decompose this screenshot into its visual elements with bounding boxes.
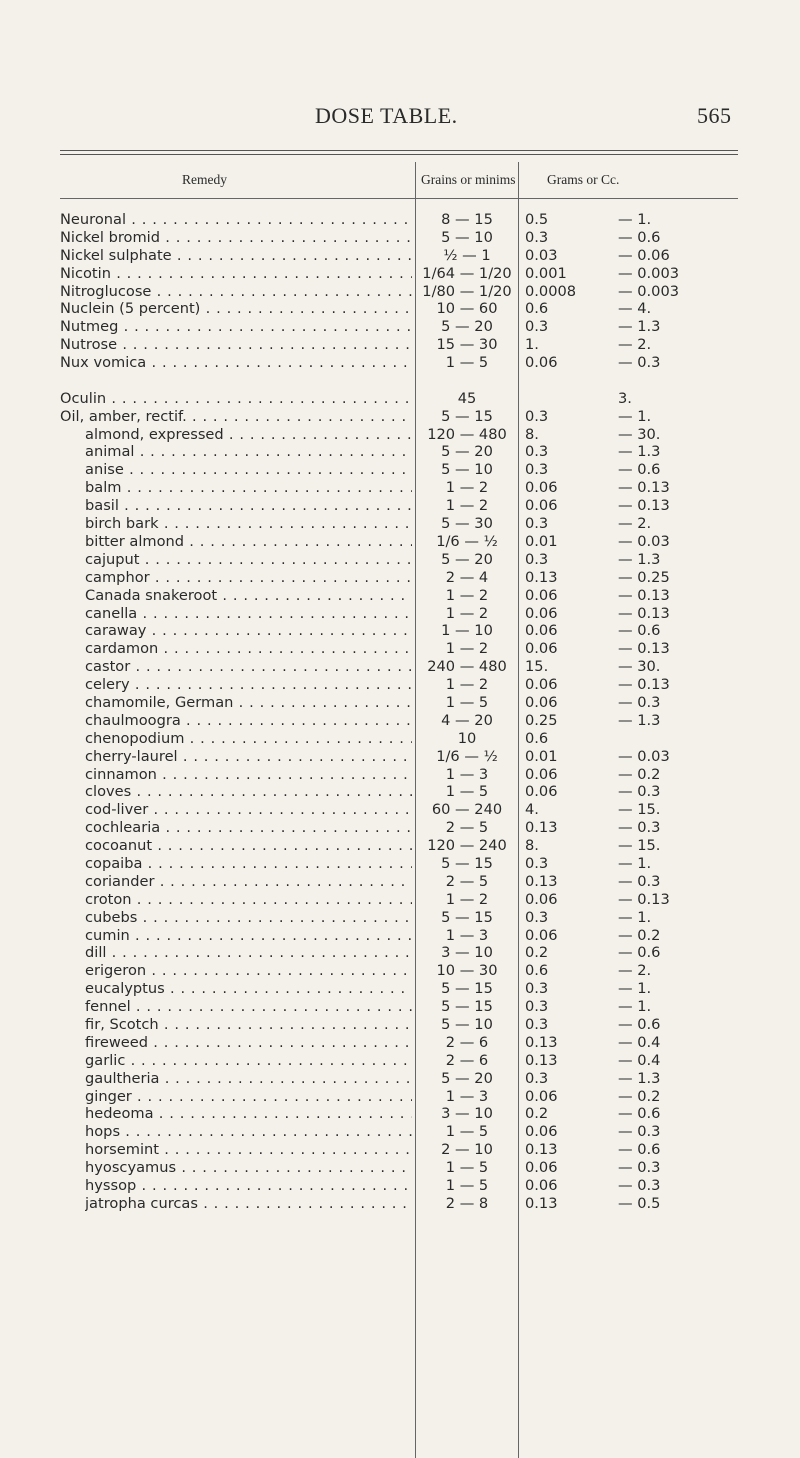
dose-grams-low: 0.3 bbox=[525, 980, 549, 998]
dose-grains: 2 — 10 bbox=[441, 1141, 493, 1159]
page-number: 565 bbox=[697, 103, 732, 128]
dose-grams-high: — 1.3 bbox=[618, 1069, 661, 1087]
dose-grams-high: — 0.25 bbox=[618, 568, 670, 586]
dose-grains: 5 — 15 bbox=[441, 854, 493, 872]
dose-grams-high: — 0.13 bbox=[618, 640, 670, 658]
remedy-name: fennel . . . bbox=[85, 998, 412, 1016]
dose-grams-high: — 0.06 bbox=[618, 246, 670, 264]
remedy-name: chamomile, German . . . bbox=[85, 694, 412, 712]
dose-grains: 2 — 5 bbox=[445, 819, 489, 837]
dose-grains: 5 — 10 bbox=[441, 228, 493, 246]
dose-grains: 1 — 3 bbox=[445, 765, 489, 783]
remedy-name: fir, Scotch . . . bbox=[85, 1016, 412, 1034]
table-row bbox=[0, 676, 800, 694]
dose-grains: 45 bbox=[457, 389, 477, 407]
remedy-name: canella . . . bbox=[85, 605, 412, 623]
dose-grains: 3 — 10 bbox=[441, 944, 493, 962]
remedy-name: Nickel bromid . . . bbox=[60, 229, 412, 247]
table-row bbox=[0, 909, 800, 927]
header-rule-thin bbox=[60, 154, 738, 155]
table-row bbox=[0, 658, 800, 676]
dose-grams-low: 0.06 bbox=[525, 890, 558, 908]
page-header bbox=[0, 103, 800, 127]
table-row bbox=[0, 855, 800, 873]
dose-grams-low: 0.06 bbox=[525, 586, 558, 604]
dose-grams-low: 0.06 bbox=[525, 497, 558, 515]
dose-grams-high: — 1.3 bbox=[618, 550, 661, 568]
dose-grains: 5 — 20 bbox=[441, 443, 493, 461]
dose-grams-low: 0.6 bbox=[525, 300, 549, 318]
dose-grams-low: 8. bbox=[525, 425, 539, 443]
table-row bbox=[0, 390, 800, 408]
dose-grams-low: 0.2 bbox=[525, 1105, 549, 1123]
dose-grams-high: — 0.3 bbox=[618, 872, 661, 890]
dose-grains: 1 — 2 bbox=[445, 497, 489, 515]
remedy-name: hedeoma . . . bbox=[85, 1105, 412, 1123]
dose-grams-low: 0.0008 bbox=[525, 282, 577, 300]
dose-grams-high: — 0.6 bbox=[618, 1015, 661, 1033]
dose-grams-low: 0.3 bbox=[525, 407, 549, 425]
column-header-grains: Grains or minims bbox=[421, 172, 516, 187]
remedy-name: Nickel sulphate . . . bbox=[60, 247, 412, 265]
table-row bbox=[0, 336, 800, 354]
dose-grams-high: — 0.3 bbox=[618, 1177, 661, 1194]
table-row bbox=[0, 1123, 800, 1141]
remedy-name: cochlearia . . . bbox=[85, 819, 412, 837]
dose-grains: 3 — 10 bbox=[441, 1105, 493, 1123]
dose-grains: ½ — 1 bbox=[443, 246, 491, 264]
dose-grams-high: — 0.3 bbox=[618, 354, 661, 372]
dose-grams-low: 0.06 bbox=[525, 693, 558, 711]
dose-grams-high: — 1. bbox=[618, 854, 652, 872]
dose-grains: 1 — 2 bbox=[445, 479, 489, 497]
table-row bbox=[0, 622, 800, 640]
remedy-name: croton . . . bbox=[85, 891, 412, 909]
table-row bbox=[0, 837, 800, 855]
dose-grains: 5 — 30 bbox=[441, 515, 493, 533]
dose-grams-low: 0.6 bbox=[525, 729, 549, 747]
dose-grains: 2 — 4 bbox=[445, 568, 489, 586]
table-row bbox=[0, 944, 800, 962]
dose-grains: 4 — 20 bbox=[441, 711, 493, 729]
table-row bbox=[0, 998, 800, 1016]
remedy-name: fireweed . . . bbox=[85, 1034, 412, 1052]
dose-grains: 10 — 60 bbox=[436, 300, 498, 318]
dose-grams-low: 0.01 bbox=[525, 532, 558, 550]
dose-grains: 1/6 — ½ bbox=[436, 747, 498, 765]
dose-grams-low: 0.3 bbox=[525, 461, 549, 479]
dose-grams-high: — 0.4 bbox=[618, 1051, 661, 1069]
dose-grams-low: 0.3 bbox=[525, 318, 549, 336]
table-row bbox=[0, 1105, 800, 1123]
dose-grams-low: 0.5 bbox=[525, 211, 549, 228]
remedy-name: cubebs . . . bbox=[85, 909, 412, 927]
dose-grams-low: 0.13 bbox=[525, 819, 558, 837]
dose-grams-low: 0.3 bbox=[525, 1015, 549, 1033]
dose-grains: 2 — 8 bbox=[445, 1194, 489, 1212]
remedy-name: chenopodium . . . bbox=[85, 730, 412, 748]
dose-grams-low: 0.06 bbox=[525, 354, 558, 372]
table-row bbox=[0, 1177, 800, 1195]
dose-grains: 1 — 10 bbox=[441, 622, 493, 640]
remedy-name: hyoscyamus . . . bbox=[85, 1159, 412, 1177]
table-row bbox=[0, 605, 800, 623]
table-row bbox=[0, 515, 800, 533]
dose-grains: 5 — 20 bbox=[441, 318, 493, 336]
dose-grains: 1 — 5 bbox=[445, 354, 489, 372]
dose-grams-low: 0.06 bbox=[525, 765, 558, 783]
table-row bbox=[0, 927, 800, 945]
table-row bbox=[0, 1159, 800, 1177]
dose-grams-high: — 0.6 bbox=[618, 1141, 661, 1159]
dose-grains: 5 — 10 bbox=[441, 1015, 493, 1033]
dose-grams-high: — 1. bbox=[618, 407, 652, 425]
dose-grains: 1 — 2 bbox=[445, 676, 489, 694]
dose-grams-low: 0.06 bbox=[525, 1123, 558, 1141]
remedy-name: Nutrose . . . bbox=[60, 336, 412, 354]
dose-grams-high: — 0.6 bbox=[618, 1105, 661, 1123]
dose-grams-low: 0.06 bbox=[525, 926, 558, 944]
remedy-name: cherry-laurel . . . bbox=[85, 748, 412, 766]
dose-grams-high: — 0.003 bbox=[618, 264, 680, 282]
dose-grams-high: — 2. bbox=[618, 962, 652, 980]
table-row bbox=[0, 300, 800, 318]
dose-grains: 2 — 5 bbox=[445, 872, 489, 890]
remedy-name: cardamon . . . bbox=[85, 640, 412, 658]
dose-grams-high: — 0.003 bbox=[618, 282, 680, 300]
remedy-name: Nux vomica . . . bbox=[60, 354, 412, 372]
dose-grains: 1 — 2 bbox=[445, 604, 489, 622]
remedy-name: jatropha curcas . . . bbox=[85, 1195, 412, 1213]
dose-grams-high: — 0.3 bbox=[618, 1159, 661, 1177]
remedy-name: birch bark . . . bbox=[85, 515, 412, 533]
remedy-name: camphor . . . bbox=[85, 569, 412, 587]
dose-grams-high: — 30. bbox=[618, 425, 661, 443]
dose-grams-high: — 1. bbox=[618, 211, 652, 228]
dose-grams-high: — 0.03 bbox=[618, 747, 670, 765]
dose-grams-low: 0.03 bbox=[525, 246, 558, 264]
dose-grams-low: 0.13 bbox=[525, 1194, 558, 1212]
dose-grams-high: — 0.6 bbox=[618, 461, 661, 479]
dose-grams-high: — 0.13 bbox=[618, 479, 670, 497]
remedy-name: balm . . . bbox=[85, 479, 412, 497]
dose-grams-high: — 1. bbox=[618, 998, 652, 1016]
dose-grams-high: — 1.3 bbox=[618, 443, 661, 461]
dose-grains: 10 bbox=[457, 729, 477, 747]
dose-grams-high: — 1. bbox=[618, 908, 652, 926]
dose-grains: 8 — 15 bbox=[441, 211, 493, 228]
dose-grams-high: 3. bbox=[618, 389, 632, 407]
remedy-name: cinnamon . . . bbox=[85, 766, 412, 784]
remedy-name: gaultheria . . . bbox=[85, 1070, 412, 1088]
dose-grams-high: — 0.2 bbox=[618, 926, 661, 944]
dose-grams-high: — 0.13 bbox=[618, 676, 670, 694]
dose-grams-low: 0.06 bbox=[525, 783, 558, 801]
dose-grams-low: 0.6 bbox=[525, 962, 549, 980]
remedy-name: chaulmoogra . . . bbox=[85, 712, 412, 730]
table-row bbox=[0, 408, 800, 426]
dose-grams-high: — 0.5 bbox=[618, 1194, 661, 1212]
dose-grams-high: — 0.2 bbox=[618, 765, 661, 783]
dose-grams-high: — 0.13 bbox=[618, 497, 670, 515]
dose-grams-high: — 1. bbox=[618, 980, 652, 998]
table-row bbox=[0, 1195, 800, 1213]
dose-grains: 10 — 30 bbox=[436, 962, 498, 980]
dose-grams-low: 0.13 bbox=[525, 1141, 558, 1159]
dose-grains: 2 — 6 bbox=[445, 1051, 489, 1069]
remedy-name: cajuput . . . bbox=[85, 551, 412, 569]
remedy-name: animal . . . bbox=[85, 443, 412, 461]
dose-grains: 5 — 20 bbox=[441, 550, 493, 568]
dose-grams-high: — 0.3 bbox=[618, 693, 661, 711]
table-row bbox=[0, 569, 800, 587]
dose-grams-low: 0.06 bbox=[525, 640, 558, 658]
table-row bbox=[0, 730, 800, 748]
remedy-name: Nutmeg . . . bbox=[60, 318, 412, 336]
dose-grams-high: — 0.3 bbox=[618, 1123, 661, 1141]
dose-grains: 2 — 6 bbox=[445, 1033, 489, 1051]
remedy-name: bitter almond . . . bbox=[85, 533, 412, 551]
remedy-name: Neuronal . . . bbox=[60, 211, 412, 229]
table-row bbox=[0, 819, 800, 837]
table-row bbox=[0, 551, 800, 569]
remedy-name: ginger . . . bbox=[85, 1088, 412, 1106]
dose-grams-high: — 0.3 bbox=[618, 819, 661, 837]
table-row bbox=[0, 801, 800, 819]
table-row bbox=[0, 265, 800, 283]
table-row bbox=[0, 318, 800, 336]
dose-grains: 15 — 30 bbox=[436, 336, 498, 354]
dose-grams-low: 0.01 bbox=[525, 747, 558, 765]
remedy-name: Oculin . . . bbox=[60, 390, 412, 408]
table-row bbox=[0, 873, 800, 891]
dose-grams-low: 4. bbox=[525, 801, 539, 819]
dose-grains: 1 — 5 bbox=[445, 783, 489, 801]
dose-grains: 240 — 480 bbox=[427, 658, 507, 676]
dose-grams-low: 0.001 bbox=[525, 264, 567, 282]
table-row bbox=[0, 211, 800, 229]
column-header-remedy: Remedy bbox=[182, 172, 227, 187]
dose-grams-low: 0.3 bbox=[525, 998, 549, 1016]
remedy-name: cocoanut . . . bbox=[85, 837, 412, 855]
dose-grams-high: — 2. bbox=[618, 515, 652, 533]
table-row bbox=[0, 1088, 800, 1106]
dose-grams-high: — 1.3 bbox=[618, 711, 661, 729]
table-row bbox=[0, 283, 800, 301]
table-row bbox=[0, 587, 800, 605]
table-row bbox=[0, 461, 800, 479]
remedy-name: Nicotin . . . bbox=[60, 265, 412, 283]
remedy-name: hops . . . bbox=[85, 1123, 412, 1141]
remedy-name: Canada snakeroot . . . bbox=[85, 587, 412, 605]
dose-grains: 1 — 5 bbox=[445, 1177, 489, 1194]
table-row bbox=[0, 533, 800, 551]
remedy-name: hyssop . . . bbox=[85, 1177, 412, 1195]
dose-grams-high: — 0.03 bbox=[618, 532, 670, 550]
table-row bbox=[0, 443, 800, 461]
remedy-name: celery . . . bbox=[85, 676, 412, 694]
dose-grains: 1 — 5 bbox=[445, 1123, 489, 1141]
dose-grams-high: — 0.6 bbox=[618, 944, 661, 962]
dose-grains: 1 — 5 bbox=[445, 693, 489, 711]
dose-grams-high: — 0.13 bbox=[618, 586, 670, 604]
dose-grains: 5 — 15 bbox=[441, 407, 493, 425]
remedy-name: cod-liver . . . bbox=[85, 801, 412, 819]
dose-grains: 60 — 240 bbox=[431, 801, 503, 819]
table-row bbox=[0, 712, 800, 730]
dose-grains: 1 — 3 bbox=[445, 1087, 489, 1105]
header-rule-thick bbox=[60, 150, 738, 151]
table-row bbox=[0, 748, 800, 766]
dose-grams-high: — 1.3 bbox=[618, 318, 661, 336]
page-title: DOSE TABLE. bbox=[315, 103, 458, 128]
dose-grains: 1 — 5 bbox=[445, 1159, 489, 1177]
remedy-name: dill . . . bbox=[85, 944, 412, 962]
remedy-name: horsemint . . . bbox=[85, 1141, 412, 1159]
dose-grams-low: 1. bbox=[525, 336, 539, 354]
dose-grams-low: 0.06 bbox=[525, 622, 558, 640]
dose-grams-low: 0.13 bbox=[525, 872, 558, 890]
dose-grams-low: 0.3 bbox=[525, 443, 549, 461]
table-row bbox=[0, 766, 800, 784]
table-row bbox=[0, 247, 800, 265]
dose-grams-high: — 0.6 bbox=[618, 622, 661, 640]
dose-grams-low: 0.06 bbox=[525, 1087, 558, 1105]
dose-grams-low: 0.3 bbox=[525, 1069, 549, 1087]
dose-grams-high: — 15. bbox=[618, 801, 661, 819]
column-header-rule bbox=[60, 198, 738, 199]
dose-grams-high: — 0.3 bbox=[618, 783, 661, 801]
dose-grams-low: 8. bbox=[525, 837, 539, 855]
remedy-name: Oil, amber, rectif. . . . bbox=[60, 408, 412, 426]
remedy-name: Nuclein (5 percent) . . . bbox=[60, 300, 412, 318]
dose-grams-high: — 0.4 bbox=[618, 1033, 661, 1051]
table-row bbox=[0, 980, 800, 998]
dose-grams-low: 0.3 bbox=[525, 550, 549, 568]
dose-grams-low: 0.13 bbox=[525, 568, 558, 586]
remedy-name: eucalyptus . . . bbox=[85, 980, 412, 998]
dose-table-body bbox=[0, 211, 800, 1213]
remedy-name: castor . . . bbox=[85, 658, 412, 676]
dose-grains: 5 — 15 bbox=[441, 908, 493, 926]
dose-grams-high: — 0.13 bbox=[618, 604, 670, 622]
dose-grains: 5 — 15 bbox=[441, 980, 493, 998]
remedy-name: Nitroglucose . . . bbox=[60, 283, 412, 301]
dose-grams-high: — 4. bbox=[618, 300, 652, 318]
remedy-name: erigeron . . . bbox=[85, 962, 412, 980]
table-row bbox=[0, 497, 800, 515]
dose-grams-high: — 2. bbox=[618, 336, 652, 354]
dose-grams-low: 0.06 bbox=[525, 676, 558, 694]
dose-grams-low: 0.06 bbox=[525, 604, 558, 622]
dose-grams-high: — 0.13 bbox=[618, 890, 670, 908]
dose-grams-low: 0.06 bbox=[525, 1159, 558, 1177]
table-row bbox=[0, 1052, 800, 1070]
table-row bbox=[0, 1070, 800, 1088]
dose-grains: 1/64 — 1/20 bbox=[422, 264, 512, 282]
dose-grams-low: 0.3 bbox=[525, 228, 549, 246]
table-row bbox=[0, 694, 800, 712]
remedy-name: almond, expressed . . . bbox=[85, 426, 412, 444]
dose-grains: 5 — 20 bbox=[441, 1069, 493, 1087]
table-row bbox=[0, 640, 800, 658]
dose-grams-high: — 30. bbox=[618, 658, 661, 676]
table-row bbox=[0, 1141, 800, 1159]
dose-grams-low: 0.25 bbox=[525, 711, 558, 729]
dose-grams-low: 0.3 bbox=[525, 854, 549, 872]
dose-grams-low: 0.2 bbox=[525, 944, 549, 962]
dose-grains: 5 — 15 bbox=[441, 998, 493, 1016]
table-row bbox=[0, 229, 800, 247]
dose-grams-low: 0.06 bbox=[525, 479, 558, 497]
dose-grams-low: 15. bbox=[525, 658, 549, 676]
dose-grains: 1 — 2 bbox=[445, 890, 489, 908]
dose-grains: 120 — 480 bbox=[427, 425, 507, 443]
dose-grams-low: 0.13 bbox=[525, 1051, 558, 1069]
dose-grains: 1/80 — 1/20 bbox=[422, 282, 512, 300]
dose-grams-high: — 0.6 bbox=[618, 228, 661, 246]
dose-grains: 1 — 3 bbox=[445, 926, 489, 944]
remedy-name: anise . . . bbox=[85, 461, 412, 479]
dose-grains: 1 — 2 bbox=[445, 640, 489, 658]
dose-grams-high: — 0.2 bbox=[618, 1087, 661, 1105]
table-row bbox=[0, 783, 800, 801]
table-row bbox=[0, 1016, 800, 1034]
table-row bbox=[0, 479, 800, 497]
remedy-name: basil . . . bbox=[85, 497, 412, 515]
table-row bbox=[0, 426, 800, 444]
dose-grains: 120 — 240 bbox=[427, 837, 507, 855]
remedy-name: copaiba . . . bbox=[85, 855, 412, 873]
dose-grams-low: 0.13 bbox=[525, 1033, 558, 1051]
table-row bbox=[0, 354, 800, 372]
table-row bbox=[0, 1034, 800, 1052]
remedy-name: garlic . . . bbox=[85, 1052, 412, 1070]
table-row bbox=[0, 962, 800, 980]
dose-grams-low: 0.3 bbox=[525, 515, 549, 533]
table-row bbox=[0, 891, 800, 909]
dose-grams-low: 0.06 bbox=[525, 1177, 558, 1194]
remedy-name: coriander . . . bbox=[85, 873, 412, 891]
column-header-grams: Grams or Cc. bbox=[547, 172, 620, 187]
remedy-name: cumin . . . bbox=[85, 927, 412, 945]
dose-grams-low: 0.3 bbox=[525, 908, 549, 926]
remedy-name: cloves . . . bbox=[85, 783, 412, 801]
dose-grains: 1 — 2 bbox=[445, 586, 489, 604]
dose-grains: 1/6 — ½ bbox=[436, 532, 498, 550]
dose-grams-high: — 15. bbox=[618, 837, 661, 855]
dose-grains: 5 — 10 bbox=[441, 461, 493, 479]
remedy-name: caraway . . . bbox=[85, 622, 412, 640]
